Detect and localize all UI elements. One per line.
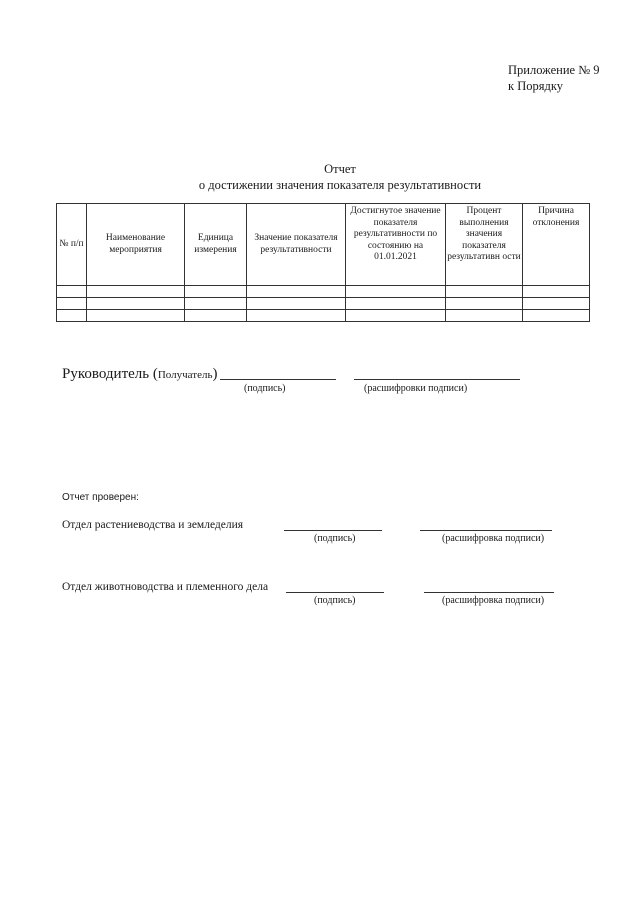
department-name: Отдел растениеводства и земледелия bbox=[62, 519, 244, 531]
table-cell bbox=[87, 310, 185, 322]
table-cell bbox=[57, 286, 87, 298]
department-signature-line bbox=[284, 530, 382, 531]
appendix-order: к Порядку bbox=[508, 79, 563, 93]
table-cell bbox=[185, 298, 247, 310]
header-deviation-reason: Причина отклонения bbox=[523, 204, 590, 286]
table-row bbox=[57, 298, 590, 310]
table-header-row bbox=[57, 204, 590, 286]
table-cell bbox=[87, 298, 185, 310]
header-number: № п/п bbox=[57, 204, 87, 286]
department-sign-caption: (подпись) bbox=[314, 595, 356, 606]
report-title: Отчет bbox=[324, 162, 356, 176]
table-cell bbox=[523, 298, 590, 310]
table-row bbox=[57, 286, 590, 298]
head-decode-caption: (расшифровки подписи) bbox=[364, 383, 468, 394]
table-cell bbox=[247, 286, 346, 298]
table-cell bbox=[346, 286, 446, 298]
department-name: Отдел животноводства и племенного дела bbox=[62, 581, 269, 593]
table-cell bbox=[185, 310, 247, 322]
head-sign-caption: (подпись) bbox=[244, 383, 286, 394]
recipient-label: Получатель bbox=[157, 369, 213, 381]
appendix-reference bbox=[508, 62, 600, 94]
report-table bbox=[56, 203, 590, 322]
table-row bbox=[57, 310, 590, 322]
header-activity-name: Наименование мероприятия bbox=[87, 204, 185, 286]
department-decode-line bbox=[420, 530, 552, 531]
department-decode-line bbox=[424, 592, 554, 593]
header-completion-percent: Процент выполнения значения показателя результативн ости bbox=[446, 204, 523, 286]
head-signature-line bbox=[220, 379, 336, 380]
report-checked-label: Отчет проверен: bbox=[62, 492, 139, 503]
table-cell bbox=[87, 286, 185, 298]
table-cell bbox=[57, 298, 87, 310]
table-cell bbox=[185, 286, 247, 298]
head-signature-label: Руководитель (Получатель) bbox=[62, 366, 218, 382]
department-decode-caption: (расшифровка подписи) bbox=[442, 533, 545, 544]
department-decode-caption: (расшифровка подписи) bbox=[442, 595, 545, 606]
table-cell bbox=[346, 298, 446, 310]
department-signature-line bbox=[286, 592, 384, 593]
appendix-number: Приложение № 9 bbox=[508, 63, 600, 77]
report-subtitle: о достижении значения показателя результативности bbox=[198, 178, 482, 192]
header-unit: Единица измерения bbox=[185, 204, 247, 286]
table-cell bbox=[446, 298, 523, 310]
head-decode-line bbox=[354, 379, 520, 380]
table-cell bbox=[523, 310, 590, 322]
table-cell bbox=[247, 310, 346, 322]
table-cell bbox=[247, 298, 346, 310]
header-achieved-value: Достигнутое значение показателя результативности по состоянию на 01.01.2021 bbox=[346, 204, 446, 286]
table-cell bbox=[446, 286, 523, 298]
table-cell bbox=[346, 310, 446, 322]
table-cell bbox=[446, 310, 523, 322]
table-cell bbox=[523, 286, 590, 298]
header-indicator-value: Значение показателя результативности bbox=[247, 204, 346, 286]
department-sign-caption: (подпись) bbox=[314, 533, 356, 544]
table-cell bbox=[57, 310, 87, 322]
